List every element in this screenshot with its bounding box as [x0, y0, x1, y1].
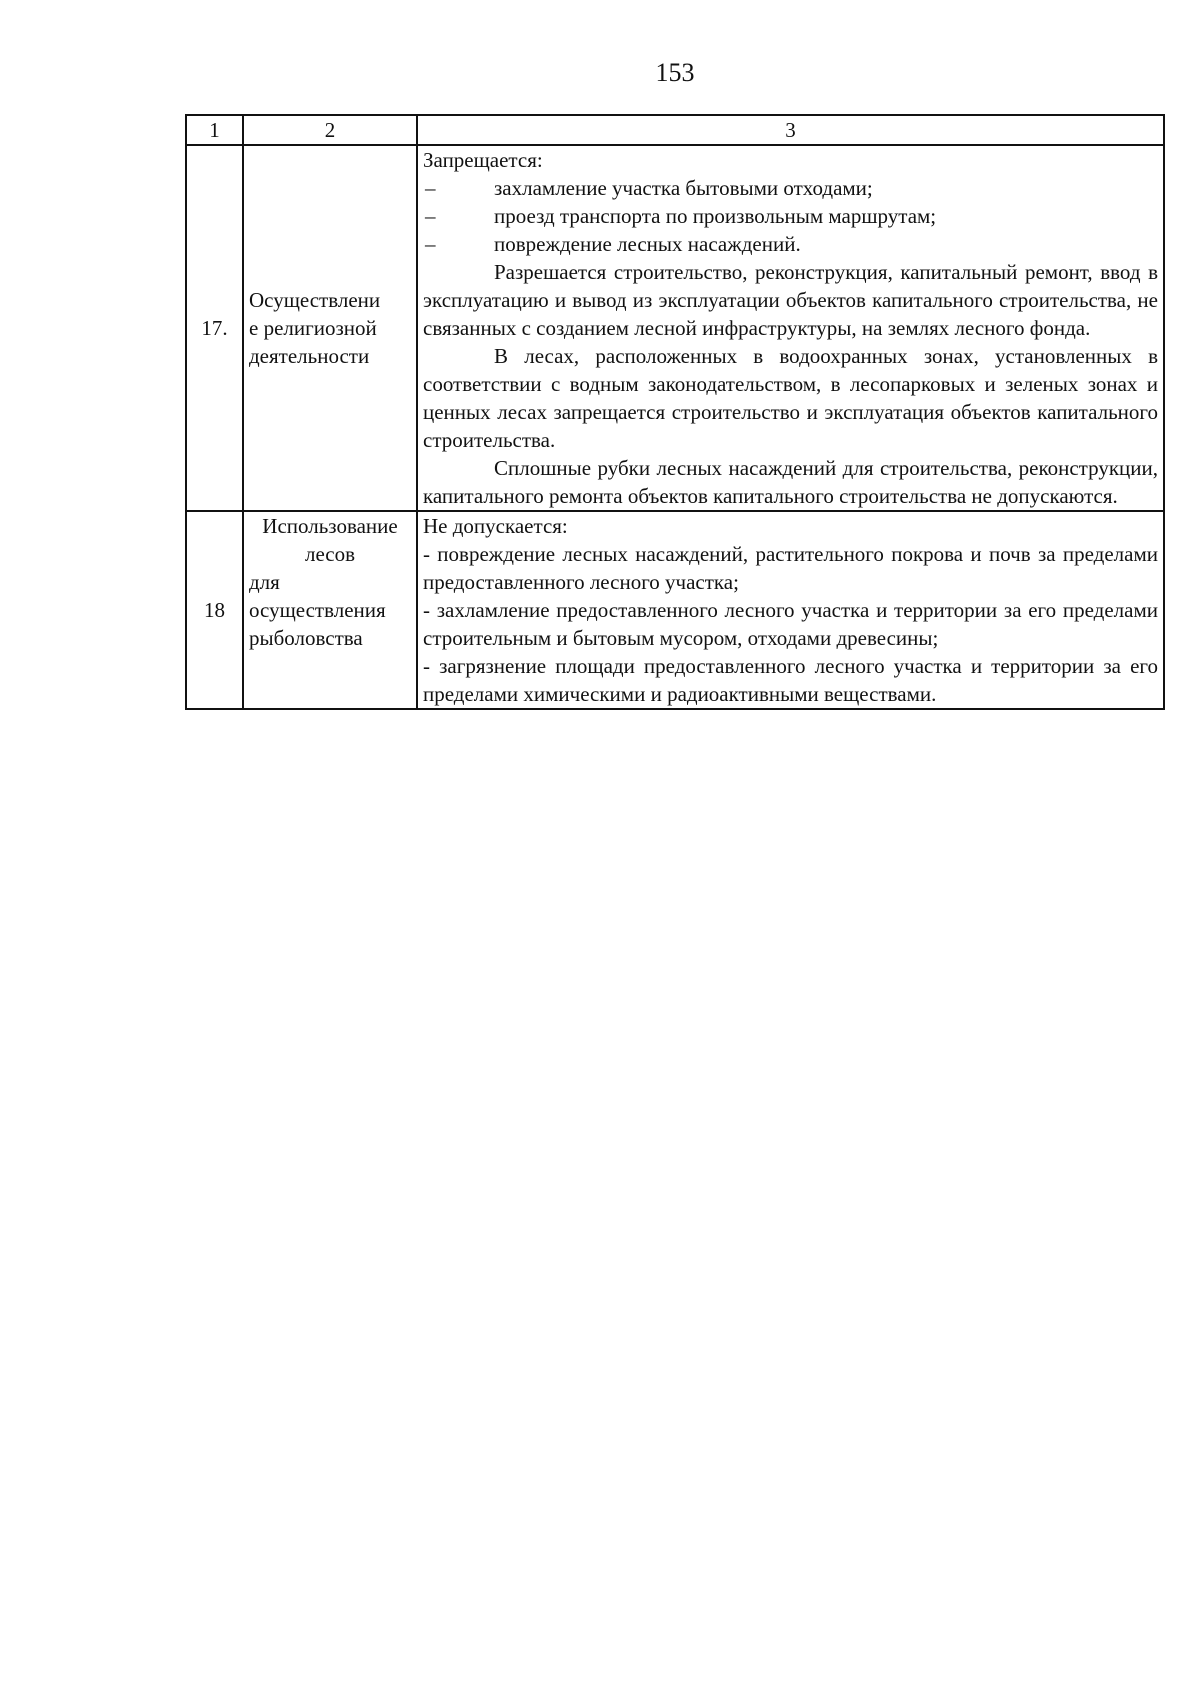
activity-name-line: для: [249, 570, 280, 594]
rules-intro: Не допускается:: [423, 514, 568, 538]
row-number: 17.: [186, 145, 243, 511]
table-header-row: [186, 115, 1164, 145]
activity-name-line: е религиозной: [249, 316, 377, 340]
prohibited-item: – повреждение лесных насаждений.: [423, 230, 1158, 258]
table-row: [186, 511, 1164, 709]
rules-paragraph: Разрешается строительство, реконструкция, капитальный ремонт, ввод в эксплуатацию и вывод из эксплуатации объектов капитального строительства, не связанных с созданием лесной инфраструктуры, на землях лесного фонда.: [423, 260, 1158, 340]
prohibited-item: - повреждение лесных насаждений, растительного покрова и почв за пределами предоставленного лесного участка;: [423, 542, 1158, 594]
activity-name: [243, 145, 417, 511]
activity-name-line: осуществления: [249, 598, 386, 622]
activity-name: [243, 511, 417, 709]
rules-paragraph: В лесах, расположенных в водоохранных зонах, установленных в соответствии с водным законодательством, в лесопарковых и зеленых зонах и ценных лесах запрещается строительство и эксплуатация объектов капитального строительства.: [423, 344, 1158, 452]
prohibited-item: – захламление участка бытовыми отходами;: [423, 174, 1158, 202]
prohibited-item: – проезд транспорта по произвольным маршрутам;: [423, 202, 1158, 230]
activity-name-line: Осуществлени: [249, 288, 381, 312]
column-header-3: 3: [417, 115, 1164, 145]
row-number: 18: [186, 511, 243, 709]
activity-rules: [417, 145, 1164, 511]
activity-rules: [417, 511, 1164, 709]
prohibited-item: - захламление предоставленного лесного участка и территории за его пределами строительным и бытовым мусором, отходами древесины;: [423, 598, 1158, 650]
page-number: 153: [655, 58, 695, 87]
column-header-1: 1: [186, 115, 243, 145]
regulations-table: [185, 114, 1165, 710]
table-row: [186, 145, 1164, 511]
activity-name-line: деятельности: [249, 344, 370, 368]
column-header-2: 2: [243, 115, 417, 145]
rules-intro: Запрещается:: [423, 148, 543, 172]
activity-name-line: лесов: [304, 542, 356, 566]
prohibited-item: - загрязнение площади предоставленного лесного участка и территории за его пределами химическими и радиоактивными веществами.: [423, 654, 1158, 706]
rules-paragraph: Сплошные рубки лесных насаждений для строительства, реконструкции, капитального ремонта объектов капитального строительства не допускаются.: [423, 456, 1158, 508]
activity-name-line: Использование: [262, 514, 398, 538]
activity-name-line: рыболовства: [249, 626, 363, 650]
